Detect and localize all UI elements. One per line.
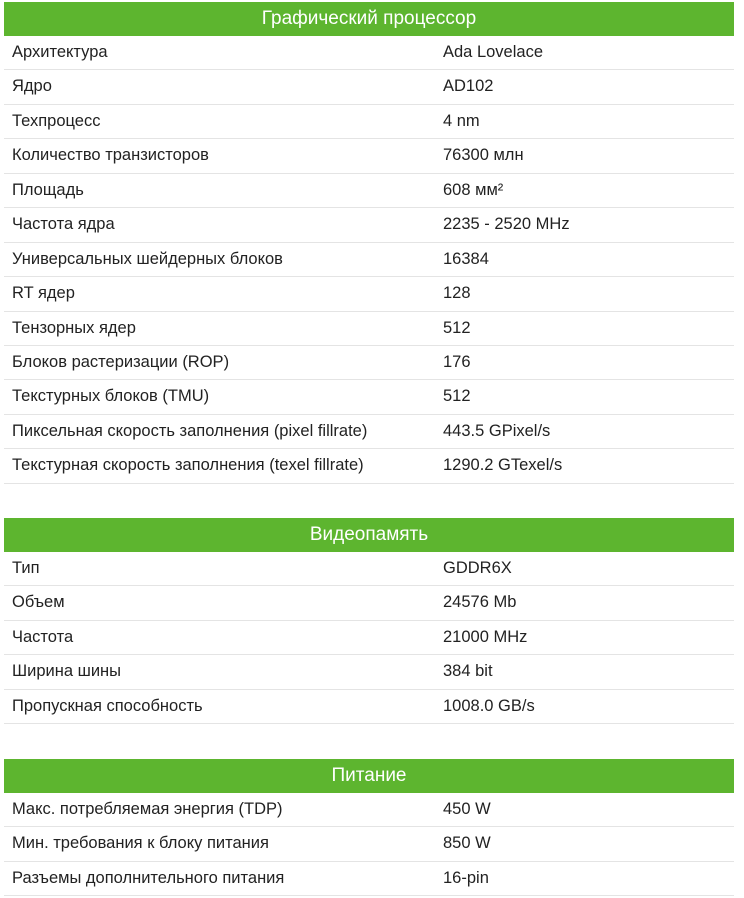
memory-spec-table xyxy=(4,518,734,724)
power-section-header: Питание xyxy=(4,759,734,793)
spec-value: 128 xyxy=(443,284,471,303)
spec-row xyxy=(4,243,734,277)
spec-row xyxy=(4,862,734,896)
spec-label: Количество транзисторов xyxy=(12,146,209,165)
spec-row xyxy=(4,36,734,70)
spec-value: 176 xyxy=(443,352,471,371)
spec-row xyxy=(4,827,734,861)
spec-value: 450 W xyxy=(443,800,491,818)
spec-value: 21000 MHz xyxy=(443,627,528,646)
spec-label: Текстурных блоков (TMU) xyxy=(12,387,210,406)
spec-label: Техпроцесс xyxy=(12,111,101,130)
spec-value: Ada Lovelace xyxy=(443,43,543,61)
gpu-section-header: Графический процессор xyxy=(4,2,734,36)
memory-rows xyxy=(4,552,734,724)
spec-value: 16384 xyxy=(443,249,489,268)
spec-value: 850 W xyxy=(443,834,491,853)
spec-row xyxy=(4,690,734,724)
spec-value: 608 мм² xyxy=(443,180,504,199)
spec-row xyxy=(4,793,734,827)
spec-value: 443.5 GPixel/s xyxy=(443,421,551,440)
spec-value: 24576 Mb xyxy=(443,593,517,612)
spec-row xyxy=(4,70,734,104)
gpu-rows xyxy=(4,36,734,484)
spec-label: Мин. требования к блоку питания xyxy=(12,834,269,853)
spec-row xyxy=(4,415,734,449)
spec-row xyxy=(4,655,734,689)
spec-value: 384 bit xyxy=(443,662,493,681)
spec-label: Разъемы дополнительного питания xyxy=(12,868,285,887)
spec-label: Тип xyxy=(12,559,40,577)
spec-value: 1008.0 GB/s xyxy=(443,696,535,715)
spec-row xyxy=(4,312,734,346)
spec-row xyxy=(4,174,734,208)
spec-label: Макс. потребляемая энергия (TDP) xyxy=(12,800,283,818)
spec-value: GDDR6X xyxy=(443,559,512,577)
spec-value: 4 nm xyxy=(443,111,480,130)
spec-label: Блоков растеризации (ROP) xyxy=(12,352,230,371)
spec-value: AD102 xyxy=(443,77,494,96)
spec-value: 2235 - 2520 MHz xyxy=(443,215,570,234)
spec-label: Текстурная скорость заполнения (texel fillrate) xyxy=(12,456,364,475)
spec-value: 512 xyxy=(443,387,471,406)
spec-row xyxy=(4,346,734,380)
power-rows xyxy=(4,793,734,896)
spec-label: Объем xyxy=(12,593,65,612)
spec-label: Ядро xyxy=(12,77,52,96)
spec-row xyxy=(4,449,734,483)
spec-value: 1290.2 GTexel/s xyxy=(443,456,563,475)
spec-label: Частота ядра xyxy=(12,215,115,234)
memory-section-header: Видеопамять xyxy=(4,518,734,552)
spec-row xyxy=(4,586,734,620)
spec-row xyxy=(4,277,734,311)
spec-value: 76300 млн xyxy=(443,146,524,165)
spec-row xyxy=(4,208,734,242)
spec-row xyxy=(4,621,734,655)
spec-value: 512 xyxy=(443,318,471,337)
spec-value: 16-pin xyxy=(443,868,489,887)
power-spec-table xyxy=(4,759,734,896)
spec-label: Площадь xyxy=(12,180,84,199)
spec-label: Частота xyxy=(12,627,74,646)
spec-label: RT ядер xyxy=(12,284,75,303)
spec-label: Пиксельная скорость заполнения (pixel fillrate) xyxy=(12,421,368,440)
spec-label: Ширина шины xyxy=(12,662,122,681)
spec-row xyxy=(4,105,734,139)
spec-label: Универсальных шейдерных блоков xyxy=(12,249,283,268)
spec-label: Архитектура xyxy=(12,43,108,61)
gpu-spec-table xyxy=(4,2,734,484)
spec-row xyxy=(4,139,734,173)
spec-row xyxy=(4,552,734,586)
spec-row xyxy=(4,380,734,414)
spec-label: Тензорных ядер xyxy=(12,318,136,337)
spec-label: Пропускная способность xyxy=(12,696,203,715)
